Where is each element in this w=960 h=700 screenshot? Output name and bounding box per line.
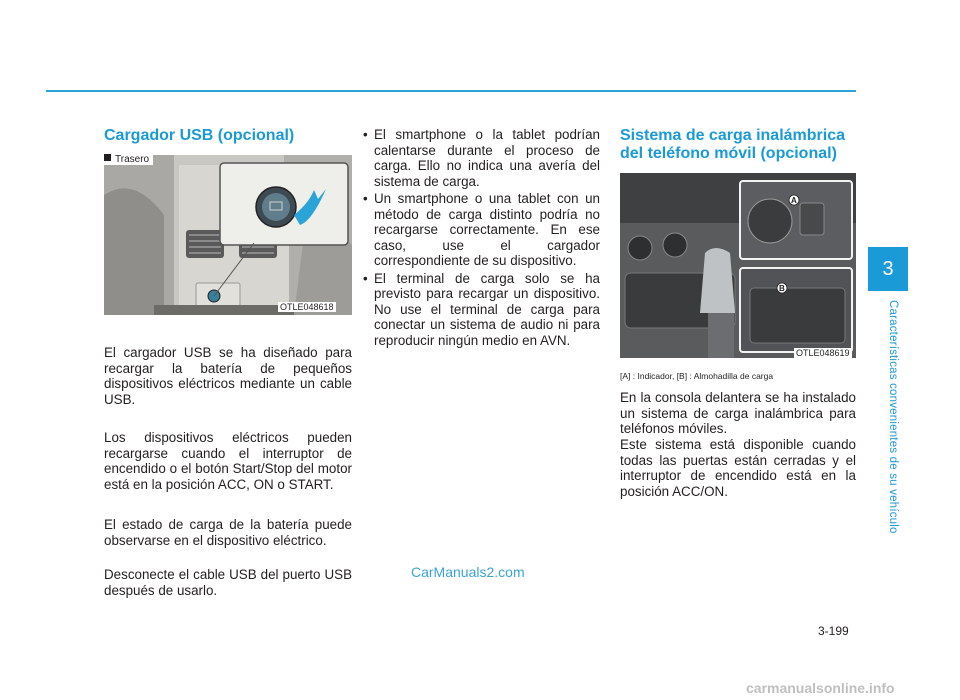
list-item bbox=[362, 127, 600, 189]
watermark-link[interactable]: CarManuals2.com bbox=[411, 564, 525, 580]
list-item bbox=[362, 271, 600, 349]
image-tag-label: Trasero bbox=[115, 154, 150, 165]
chapter-title: Características convenientes de su vehículo bbox=[887, 300, 899, 534]
header-rule bbox=[46, 90, 856, 92]
paragraph: En la consola delantera se ha instalado un sistema de carga inalámbrica para teléfonos móviles. bbox=[620, 390, 856, 436]
bullet-icon: • bbox=[363, 191, 368, 206]
paragraph: Este sistema está disponible cuando todas las puertas están cerradas y el interruptor de encendido está en la posición ACC/ON. bbox=[620, 437, 856, 499]
usb-charger-illustration bbox=[104, 155, 352, 315]
usb-notes-list bbox=[362, 127, 600, 350]
image-code-right: OTLE048619 bbox=[796, 348, 850, 358]
wireless-charger-photo bbox=[620, 173, 856, 358]
list-item-text: El terminal de carga solo se ha previsto para recargar un dispositivo. No use el terminal de carga para conectar un sistema de audio ni para reproducir ningún medio en AVN. bbox=[374, 270, 600, 348]
square-bullet-icon bbox=[104, 154, 111, 161]
list-item bbox=[362, 191, 600, 269]
image-code-left: OTLE048618 bbox=[280, 302, 334, 312]
label-a: A bbox=[791, 196, 797, 205]
paragraph: Los dispositivos eléctricos pueden recargarse cuando el interruptor de encendido o el botón Start/Stop del motor está en la posición ACC, ON o START. bbox=[104, 430, 352, 492]
usb-charger-title: Cargador USB (opcional) bbox=[104, 127, 295, 144]
wireless-charging-title: Sistema de carga inalámbrica del teléfono móvil (opcional) bbox=[620, 127, 845, 162]
page-number: 3-199 bbox=[818, 624, 849, 638]
image-tag bbox=[104, 154, 153, 165]
chapter-tab: 3 bbox=[868, 247, 908, 291]
list-item-text: El smartphone o la tablet podrían calentarse durante el proceso de carga. Ello no indica una avería del sistema de carga. bbox=[374, 127, 600, 189]
paragraph: El cargador USB se ha diseñado para recargar la batería de pequeños dispositivos eléctricos mediante un cable USB. bbox=[104, 345, 352, 407]
list-item-text: Un smartphone o una tablet con un método de carga distinto podría no recargarse correctamente. En ese caso, use el cargador correspondiente de su dispositivo. bbox=[374, 191, 600, 268]
usb-charger-photo bbox=[104, 155, 352, 315]
bullet-icon: • bbox=[363, 270, 368, 286]
paragraph: El estado de carga de la batería puede observarse en el dispositivo eléctrico. bbox=[104, 517, 352, 548]
image-caption: [A] : Indicador, [B] : Almohadilla de carga bbox=[620, 371, 774, 381]
bullet-icon: • bbox=[363, 127, 368, 142]
paragraph: Desconecte el cable USB del puerto USB después de usarlo. bbox=[104, 567, 352, 598]
wireless-charger-illustration bbox=[620, 173, 856, 358]
label-b: B bbox=[779, 284, 785, 293]
watermark-footer: carmanualsonline.info bbox=[746, 680, 895, 696]
